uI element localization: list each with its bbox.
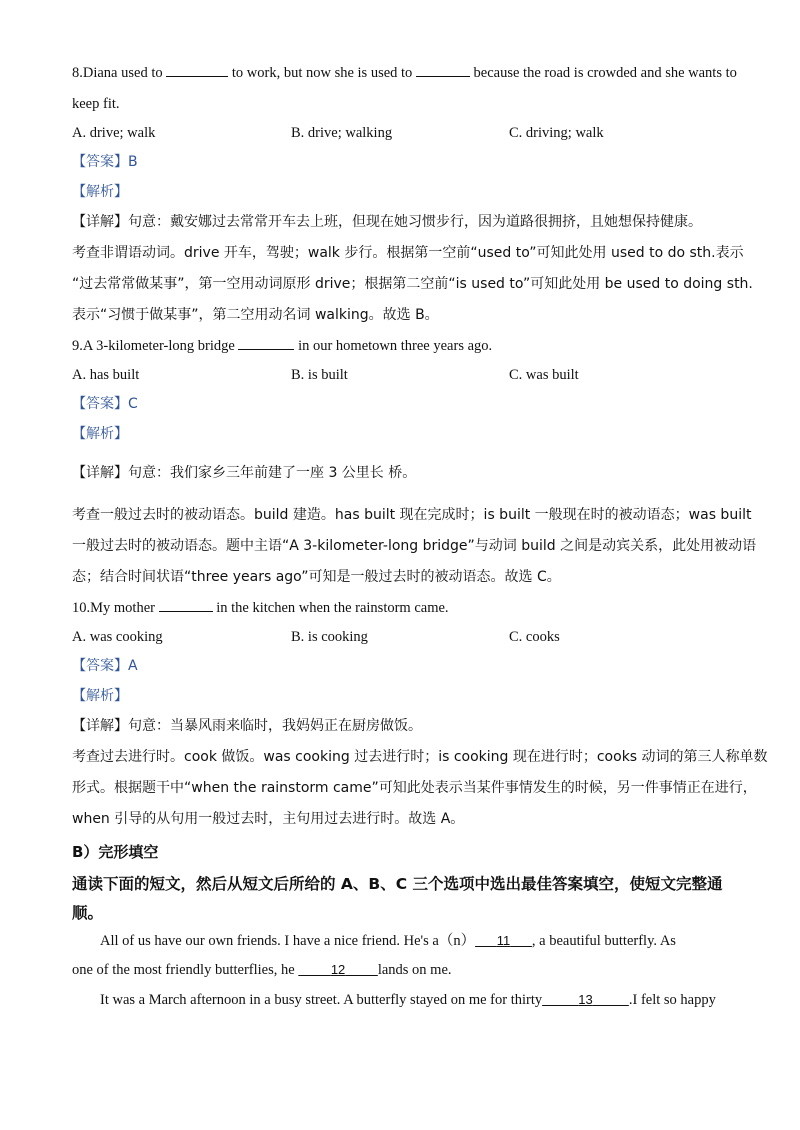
q8-detail-1: 【详解】句意：戴安娜过去常常开车去上班，但现在她习惯步行，因为道路很拥挤，且她想保持健康。 — [72, 214, 702, 230]
section-b-heading: B）完形填空 — [72, 843, 159, 861]
q10-analysis-label: 【解析】 — [72, 688, 128, 704]
q10-stem-part2: in the kitchen when the rainstorm came. — [216, 600, 449, 616]
q8-option-b: B. drive; walking — [291, 125, 393, 141]
q10-detail-2: 考查过去进行时。cook 做饭。was cooking 过去进行时；is cooking 现在进行时；cooks 动词的第三人称单数 — [72, 749, 768, 765]
cloze-paragraph-line-2 — [72, 960, 452, 980]
q8-option-a: A. drive; walk — [72, 125, 156, 141]
q10-detail-4: when 引导的从句用一般过去时，主句用过去进行时。故选 A。 — [72, 811, 465, 827]
q9-detail-3: 一般过去时的被动语态。题中主语“A 3-kilometer-long bridge”与动词 build 之间是动宾关系，此处用被动语 — [72, 538, 757, 554]
q10-detail-1: 【详解】句意：当暴风雨来临时，我妈妈正在厨房做饭。 — [72, 718, 422, 734]
cloze-text-2a: one of the most friendly butterflies, he — [72, 962, 295, 978]
q8-detail-4: 表示“习惯于做某事”，第二空用动名词 walking。故选 B。 — [72, 307, 439, 323]
cloze-text-2b: lands on me. — [377, 962, 452, 978]
cloze-blank-13-number: 13 — [578, 992, 593, 1007]
q9-option-a: A. has built — [72, 367, 140, 383]
q10-option-c: C. cooks — [509, 629, 560, 645]
q9-answer: 【答案】C — [72, 396, 138, 412]
q9-stem-line — [72, 335, 492, 356]
q9-analysis-label: 【解析】 — [72, 426, 128, 442]
q9-blank — [238, 335, 294, 350]
q9-option-c: C. was built — [509, 367, 579, 383]
q8-stem-part1: 8.Diana used to — [72, 65, 163, 81]
q9-stem-part2: in our hometown three years ago. — [298, 338, 493, 354]
q8-stem-part3: because the road is crowded and she wants to — [473, 65, 737, 81]
cloze-blank-12-number: 12 — [330, 962, 346, 977]
q9-detail-4: 态；结合时间状语“three years ago”可知是一般过去时的被动语态。故选 C。 — [72, 569, 561, 585]
q8-stem-part2: to work, but now she is used to — [231, 65, 413, 81]
q10-stem-part1: 10.My mother — [72, 600, 155, 616]
q8-answer: 【答案】B — [72, 154, 138, 170]
cloze-blank-11-number: 11 — [496, 933, 511, 948]
q10-option-b: B. is cooking — [291, 629, 368, 645]
q10-detail-3: 形式。根据题干中“when the rainstorm came”可知此处表示当某件事情发生的时候，另一件事情正在进行， — [72, 780, 757, 796]
cloze-paragraph-line-1 — [100, 931, 676, 951]
q10-stem-line — [72, 597, 449, 618]
cloze-text-1a: All of us have our own friends. I have a nice friend. He's a（n） — [100, 933, 476, 949]
q8-detail-3: “过去常常做某事”，第一空用动词原形 drive；根据第二空前“is used to”可知此处用 be used to doing sth. — [72, 276, 753, 292]
section-b-instruction-2: 顺。 — [72, 904, 104, 922]
q9-option-b: B. is built — [291, 367, 348, 383]
q9-detail-1: 【详解】句意：我们家乡三年前建了一座 3 公里长 桥。 — [72, 465, 417, 481]
q8-analysis-label: 【解析】 — [72, 184, 128, 200]
q9-detail-2: 考查一般过去时的被动语态。build 建造。has built 现在完成时；is built 一般现在时的被动语态；was built — [72, 507, 752, 523]
q10-option-a: A. was cooking — [72, 629, 163, 645]
q8-blank-2 — [416, 62, 470, 77]
cloze-text-1b: , a beautiful butterfly. As — [531, 933, 676, 949]
cloze-blank-12 — [298, 962, 378, 977]
cloze-blank-11 — [475, 933, 532, 948]
cloze-text-3b: .I felt so happy — [628, 992, 716, 1008]
q8-option-c: C. driving; walk — [509, 125, 604, 141]
q8-blank-1 — [166, 62, 228, 77]
q8-stem-line — [72, 62, 737, 83]
q10-blank — [159, 597, 213, 612]
cloze-blank-13 — [542, 992, 629, 1007]
section-b-instruction-1: 通读下面的短文，然后从短文后所给的 A、B、C 三个选项中选出最佳答案填空，使短文完整通 — [72, 875, 723, 893]
cloze-text-3a: It was a March afternoon in a busy street. A butterfly stayed on me for thirty — [100, 992, 543, 1008]
q8-detail-2: 考查非谓语动词。drive 开车，驾驶；walk 步行。根据第一空前“used to”可知此处用 used to do sth.表示 — [72, 245, 744, 261]
q9-stem-part1: 9.A 3-kilometer-long bridge — [72, 338, 235, 354]
cloze-paragraph-line-3 — [100, 990, 716, 1010]
q8-stem-line-2: keep fit. — [72, 96, 120, 112]
q10-answer: 【答案】A — [72, 658, 138, 674]
